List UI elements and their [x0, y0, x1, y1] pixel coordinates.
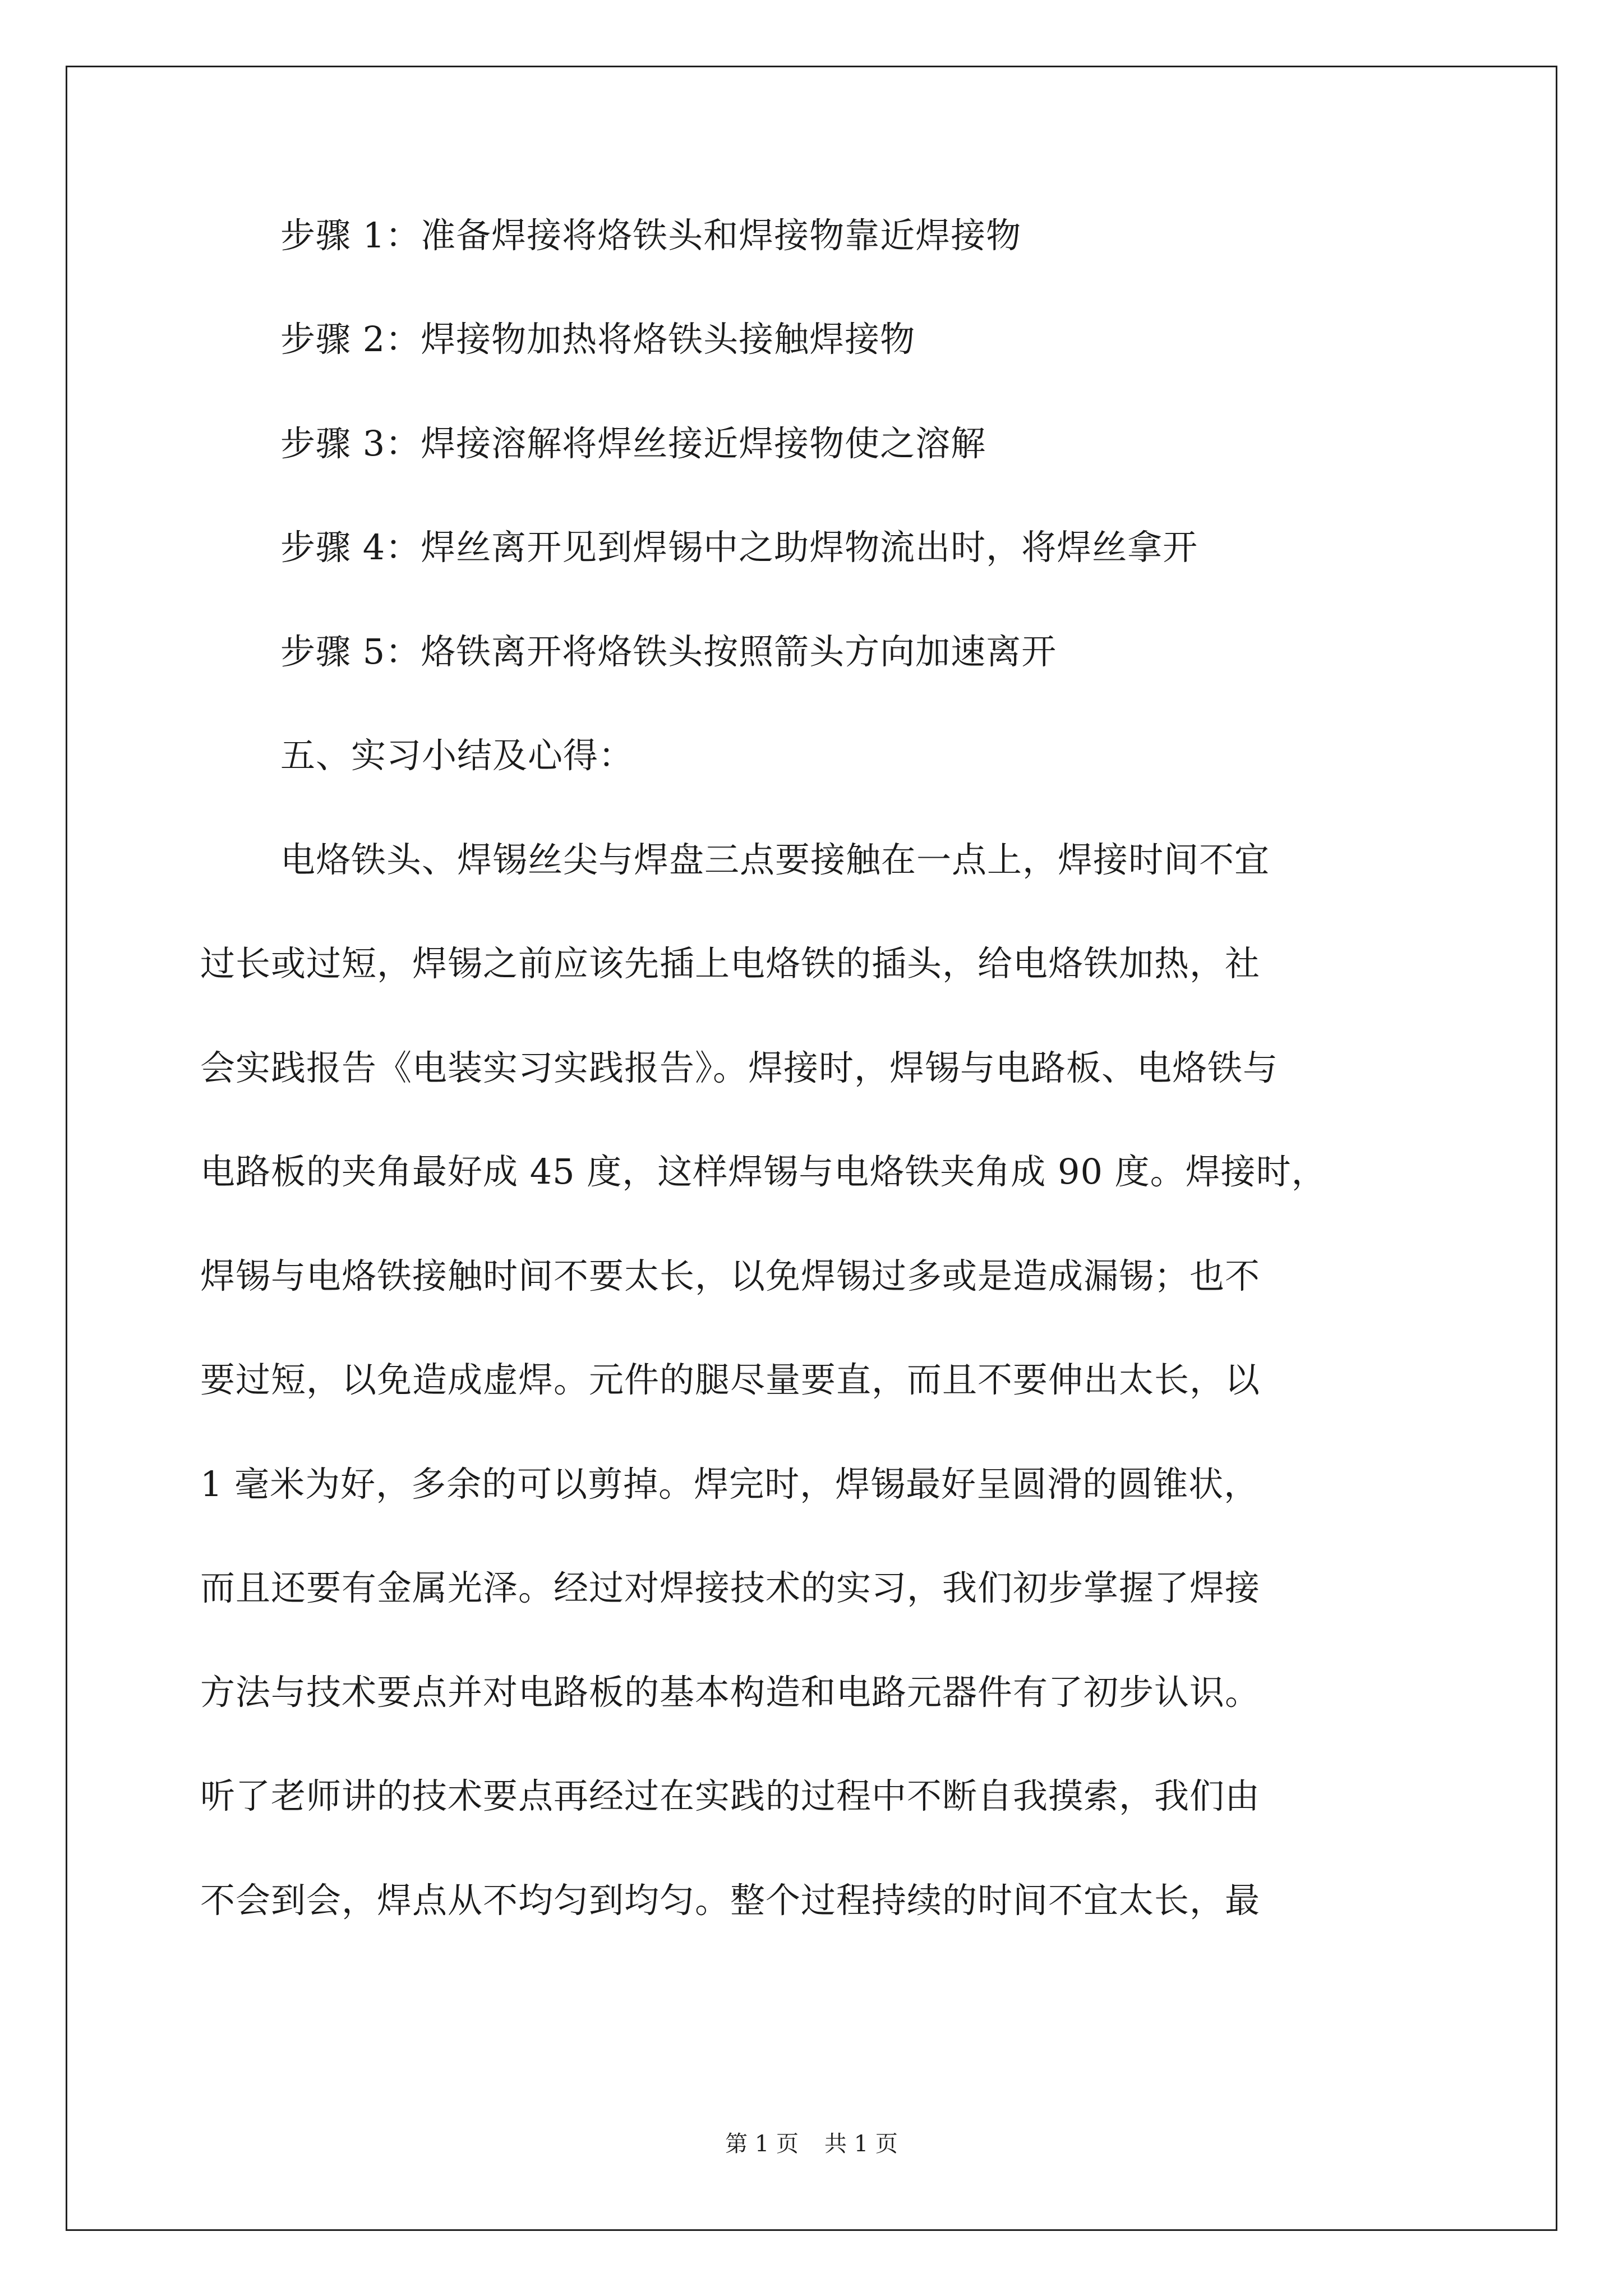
- paragraph-line: 电烙铁头、焊锡丝尖与焊盘三点要接触在一点上，焊接时间不宜: [280, 839, 1270, 880]
- step-line: 步骤 5：烙铁离开将烙铁头按照箭头方向加速离开: [280, 631, 1057, 672]
- section-heading: 五、实习小结及心得：: [280, 735, 634, 776]
- step-line: 步骤 3：焊接溶解将焊丝接近焊接物使之溶解: [280, 423, 986, 464]
- paragraph-line: 电路板的夹角最好成 45 度，这样焊锡与电烙铁夹角成 90 度。焊接时，: [200, 1151, 1327, 1192]
- step-line: 步骤 2：焊接物加热将烙铁头接触焊接物: [280, 319, 916, 360]
- paragraph-line: 会实践报告《电装实习实践报告》。焊接时，焊锡与电路板、电烙铁与: [200, 1047, 1279, 1088]
- paragraph-line: 1 毫米为好，多余的可以剪掉。焊完时，焊锡最好呈圆滑的圆锥状，: [200, 1464, 1260, 1504]
- page-total: 共 1 页: [824, 2131, 898, 2157]
- paragraph-line: 听了老师讲的技术要点再经过在实践的过程中不断自我摸索，我们由: [200, 1775, 1261, 1816]
- step-line: 步骤 4：焊丝离开见到焊锡中之助焊物流出时，将焊丝拿开: [280, 527, 1198, 568]
- paragraph-line: 焊锡与电烙铁接触时间不要太长，以免焊锡过多或是造成漏锡；也不: [200, 1255, 1261, 1296]
- paragraph-line: 不会到会，焊点从不均匀到均匀。整个过程持续的时间不宜太长，最: [200, 1880, 1261, 1921]
- paragraph-line: 方法与技术要点并对电路板的基本构造和电路元器件有了初步认识。: [200, 1672, 1261, 1713]
- page-footer: [0, 2130, 1623, 2158]
- paragraph-line: 要过短，以免造成虚焊。元件的腿尽量要直，而且不要伸出太长，以: [200, 1359, 1261, 1400]
- page-number: 第 1 页: [725, 2131, 799, 2157]
- step-line: 步骤 1：准备焊接将烙铁头和焊接物靠近焊接物: [280, 215, 1022, 256]
- paragraph-line: 而且还要有金属光泽。经过对焊接技术的实习，我们初步掌握了焊接: [200, 1567, 1261, 1608]
- paragraph-line: 过长或过短，焊锡之前应该先插上电烙铁的插头，给电烙铁加热，社: [200, 943, 1261, 984]
